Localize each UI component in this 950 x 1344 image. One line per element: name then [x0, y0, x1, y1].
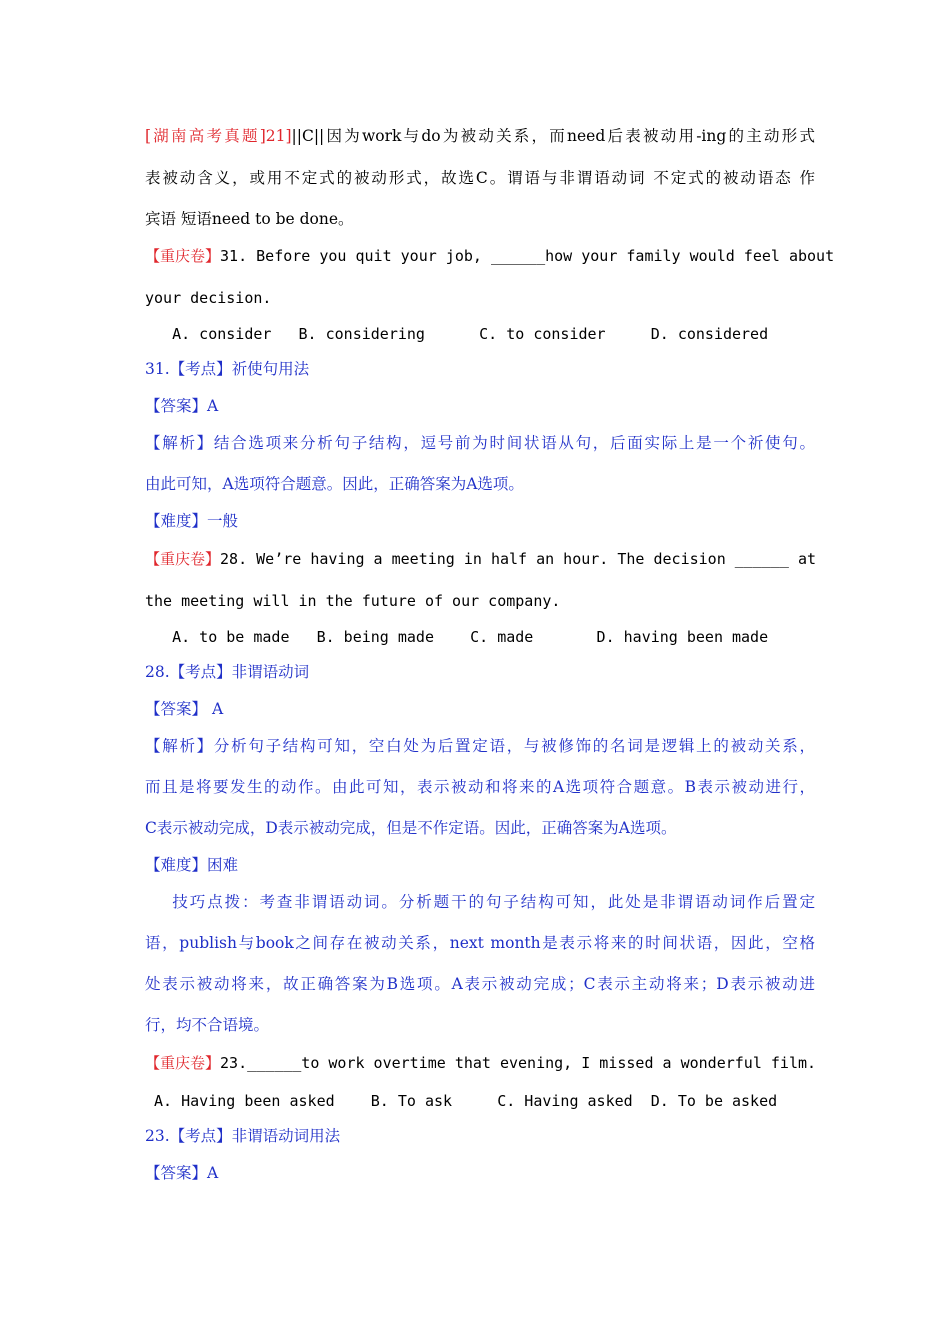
text-line-1: [145, 126, 815, 146]
line-text: 宾语 短语need to be done。: [145, 210, 354, 228]
question-28-stem: [145, 549, 815, 569]
q23-point: [145, 1126, 815, 1146]
line-text: 由此可知，A选项符合题意。因此，正确答案为A选项。: [145, 475, 524, 493]
question-28-options: [145, 627, 815, 647]
line-text: 而且是将要发生的动作。由此可知，表示被动和将来的A选项符合题意。B表示被动进行，: [145, 778, 815, 796]
line-text: the meeting will in the future of our company.: [145, 592, 561, 610]
tip-line-1: [145, 892, 815, 912]
q31-analysis-cont: [145, 474, 815, 494]
tip-line-2: [145, 933, 815, 953]
question-23-options: [145, 1091, 815, 1111]
label: 【难度】: [145, 512, 208, 530]
line-text: 表被动含义，或用不定式的被动形式，故选C。谓语与非谓语动词 不定式的被动语态 作: [145, 169, 815, 187]
question-31-options: [145, 324, 815, 344]
q31-difficulty: [145, 511, 815, 531]
line-text: 祈使句用法: [231, 360, 310, 378]
line-text: 非谓语动词: [231, 663, 310, 681]
q31-analysis: [145, 433, 815, 453]
line-text: 非谓语动词用法: [231, 1127, 341, 1145]
q28-analysis: [145, 736, 815, 756]
line-text: 一般: [207, 512, 239, 530]
line-text: C表示被动完成，D表示被动完成，但是不作定语。因此，正确答案为A选项。: [145, 819, 677, 837]
line-text: A. to be made B. being made C. made D. having been made: [145, 628, 769, 646]
line-text: 31. Before you quit your job, ______how your family would feel about: [220, 247, 835, 265]
line-text: 技巧点拨：考查非谓语动词。分析题干的句子结构可知，此处是非谓语动词作后置定: [145, 893, 815, 911]
label: 【答案】: [145, 1164, 208, 1182]
q28-analysis-cont-1: [145, 777, 815, 797]
line-text: A: [207, 397, 219, 415]
line-text: 语，publish与book之间存在被动关系，next month是表示将来的时间状语，因此，空格: [145, 934, 815, 952]
question-31-stem-cont: [145, 288, 815, 308]
line-text: 处表示被动将来，故正确答案为B选项。A表示被动完成；C表示主动将来；D表示被动进: [145, 975, 815, 993]
label: 【解析】: [145, 434, 214, 452]
question-23-stem: [145, 1053, 815, 1073]
line-text: ||C||因为work与do为被动关系，而need后表被动用-ing的主动形式: [291, 127, 815, 145]
label: 【难度】: [145, 856, 208, 874]
tip-line-3: [145, 974, 815, 994]
q31-answer: [145, 396, 815, 416]
question-28-stem-cont: [145, 591, 815, 611]
line-text: A. Having been asked B. To ask C. Having asked D. To be asked: [145, 1092, 778, 1110]
text-line-3: [145, 209, 815, 229]
source-tag: 【重庆卷】: [145, 247, 221, 265]
line-text: 23.______to work overtime that evening, I missed a wonderful film.: [220, 1054, 817, 1072]
label: 【答案】: [145, 700, 208, 718]
source-tag: 【重庆卷】: [145, 550, 221, 568]
question-31-stem: [145, 246, 835, 266]
source-tag: [湖南高考真题]21]: [145, 127, 292, 145]
source-tag: 【重庆卷】: [145, 1054, 221, 1072]
label: 【答案】: [145, 397, 208, 415]
line-text: 困难: [207, 856, 239, 874]
line-text: 分析句子结构可知，空白处为后置定语，与被修饰的名词是逻辑上的被动关系，: [213, 737, 815, 755]
q28-point: [145, 662, 815, 682]
label: 31.【考点】: [145, 360, 232, 378]
text-line-2: [145, 168, 815, 188]
line-text: 结合选项来分析句子结构，逗号前为时间状语从句，后面实际上是一个祈使句。: [213, 434, 815, 452]
line-text: 行，均不合语境。: [145, 1016, 270, 1034]
label: 23.【考点】: [145, 1127, 232, 1145]
q28-answer: [145, 699, 815, 719]
q31-point: [145, 359, 815, 379]
line-text: A: [207, 700, 224, 718]
q23-answer: [145, 1163, 815, 1183]
label: 【解析】: [145, 737, 214, 755]
line-text: A: [207, 1164, 219, 1182]
q28-difficulty: [145, 855, 815, 875]
line-text: 28. We’re having a meeting in half an hour. The decision ______ at: [220, 550, 817, 568]
tip-line-4: [145, 1015, 815, 1035]
line-text: A. consider B. considering C. to consider D. considered: [145, 325, 769, 343]
line-text: your decision.: [145, 289, 272, 307]
label: 28.【考点】: [145, 663, 232, 681]
q28-analysis-cont-2: [145, 818, 815, 838]
